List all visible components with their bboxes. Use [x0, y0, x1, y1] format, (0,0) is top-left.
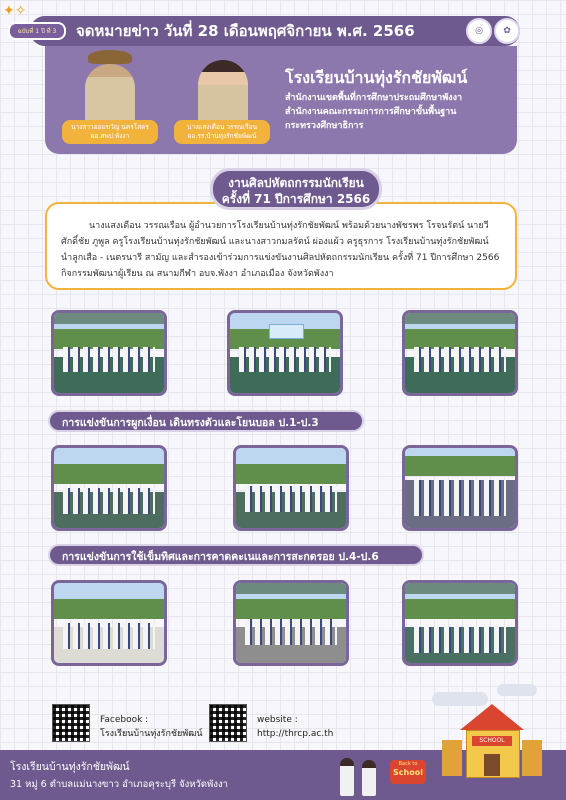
school-building-illustration: [442, 704, 542, 780]
board-small-text: Back to: [398, 761, 418, 767]
event-photo: [402, 310, 518, 396]
activity-title-line2: ครั้งที่ 71 ปีการศึกษา 2566: [221, 192, 371, 206]
facebook-label: Facebook :: [100, 715, 149, 725]
newsletter-title: จดหมายข่าว วันที่ 28 เดือนพฤศจิกายน พ.ศ. 2566: [30, 16, 520, 46]
back-to-school-board: [390, 760, 426, 784]
school-wing: [442, 740, 462, 776]
obec-logo-icon: ✿: [494, 18, 520, 44]
director-photo-1: [85, 50, 135, 130]
website-label: website :: [257, 715, 298, 725]
event-photo: [51, 310, 167, 396]
scout-hat-icon: [88, 50, 132, 64]
footer-school-name: โรงเรียนบ้านทุ่งรักชัยพัฒน์: [10, 761, 130, 773]
school-sign: SCHOOL: [472, 736, 512, 746]
activity-summary: นางแสงเดือน วรรณเรือน ผู้อำนวยการโรงเรียนบ้านทุ่งรักชัยพัฒน์ พร้อมด้วยนางพัชรพร โรจนรัตน์ นายวีศักดิ์ชัย ภูพูล ครูโรงเรียนบ้านทุ่งรักชัยพัฒน์ และนางสาวกมลรัตน์ ผ่องแผ้ว ครูธุรการ โรงเรียนบ้านทุ่งรักชัยพัฒน์ นำลูกเสือ - เนตรนารี สามัญ และสำรองเข้าร่วมการแข่งขันงานศิลปหัตถกรรมนักเรียน ครั้งที่ 71 ปีการศึกษา 2566 กิจกรรมพัฒนาผู้เรียน ณ สนามกีฬา อบจ.พังงา อำเภอเมือง จังหวัดพังงา: [45, 202, 517, 290]
issue-badge: ฉบับที่ 1 ปี ที่ 3: [8, 22, 66, 40]
event-photo: [402, 445, 518, 531]
office-line-3: กระทรวงศึกษาธิการ: [285, 121, 364, 131]
school-roof-icon: [460, 704, 524, 730]
student-figure-icon: [340, 758, 354, 796]
facebook-value[interactable]: โรงเรียนบ้านทุ่งรักชัยพัฒน์: [100, 729, 203, 739]
district-logo-icon: ◎: [466, 18, 492, 44]
person-role: ผอ.รร.บ้านทุ่งรักชัยพัฒน์: [187, 132, 257, 140]
website-qr-code: [209, 704, 247, 742]
section-title-2: การแข่งขันการใช้เข็มทิศและการคาดคะเนและการสะกดรอย ป.4-ป.6: [48, 544, 424, 566]
school-name: โรงเรียนบ้านทุ่งรักชัยพัฒน์: [285, 68, 468, 87]
office-line-2: สำนักงานคณะกรรมการการศึกษาขั้นพื้นฐาน: [285, 107, 457, 117]
name-tag-2: [174, 120, 270, 144]
student-figure-icon: [362, 760, 376, 796]
confetti-icon: ✦✧: [3, 3, 27, 19]
section-title-1: การแข่งขันการผูกเงื่อน เดินทรงตัวและโยนบอล ป.1-ป.3: [48, 410, 364, 432]
board-text: School: [393, 768, 423, 777]
school-door-icon: [484, 754, 500, 776]
office-line-1: สำนักงานเขตพื้นที่การศึกษาประถมศึกษาพังงา: [285, 93, 463, 103]
cloud-icon: [497, 684, 537, 696]
activity-title: [210, 168, 382, 210]
event-photo: [51, 445, 167, 531]
footer-address: 31 หมู่ 6 ตำบลแม่นางขาว อำเภอคุระบุรี จังหวัดพังงา: [10, 779, 228, 790]
person-name: นางแสงเดือน วรรณเรือน: [186, 123, 258, 131]
person-name: นางสาวออมขวัญ นครโสตร: [71, 123, 149, 131]
event-photo: [233, 580, 349, 666]
school-wing: [522, 740, 542, 776]
activity-title-line1: งานศิลปหัตถกรรมนักเรียน: [228, 176, 364, 190]
event-photo: [402, 580, 518, 666]
event-photo: [51, 580, 167, 666]
person-figure: [198, 60, 248, 126]
event-photo: [233, 445, 349, 531]
name-tag-1: [62, 120, 158, 144]
person-role: ผอ.สพป.พังงา: [90, 132, 130, 140]
website-link[interactable]: http://thrcp.ac.th: [257, 729, 334, 739]
event-photo: [227, 310, 343, 396]
facebook-qr-code: [52, 704, 90, 742]
director-photo-2: [198, 60, 248, 126]
